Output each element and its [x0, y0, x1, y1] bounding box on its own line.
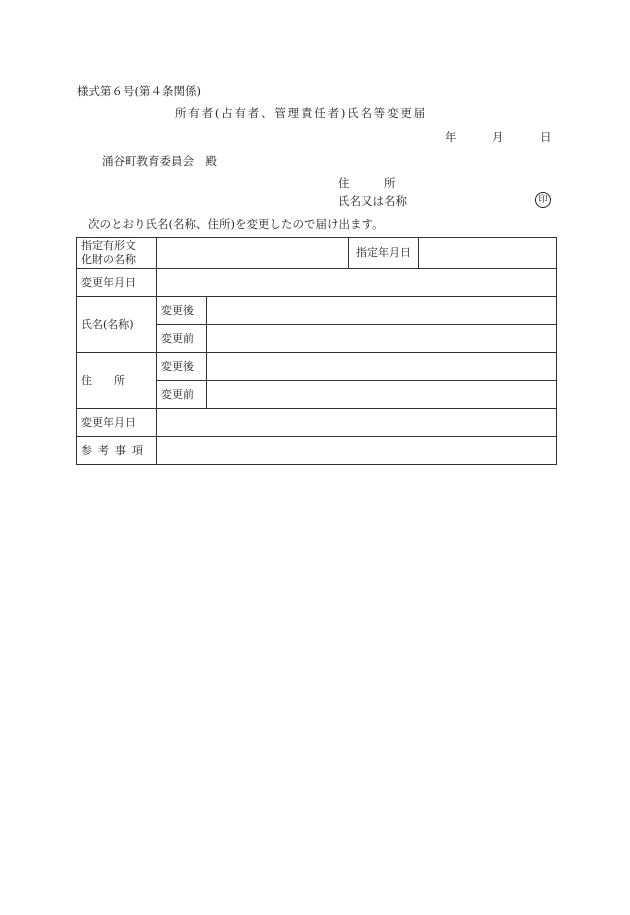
address-after-field[interactable] — [207, 353, 557, 381]
table-row — [77, 297, 557, 325]
name-after-label: 変更後 — [157, 297, 207, 325]
name-before-label: 変更前 — [157, 325, 207, 353]
form-number: 様式第６号(第４条関係) — [77, 84, 201, 98]
change-date-field[interactable] — [157, 269, 557, 297]
seal-mark: 印 — [535, 192, 551, 208]
property-name-label-line1: 指定有形文 — [81, 239, 136, 252]
form-title: 所有者(占有者、管理責任者)氏名等変更届 — [175, 106, 427, 120]
address-before-field[interactable] — [207, 381, 557, 409]
change-date-label-2: 変更年月日 — [77, 409, 157, 437]
applicant-address-label: 住 所 — [338, 176, 396, 190]
table-row — [77, 353, 557, 381]
property-name-field[interactable] — [157, 238, 349, 269]
remarks-label: 参考事項 — [77, 437, 157, 465]
table-row — [77, 409, 557, 437]
statement: 次のとおり氏名(名称、住所)を変更したので届け出ます。 — [88, 217, 384, 231]
designation-date-label: 指定年月日 — [349, 238, 419, 269]
notification-table — [76, 237, 557, 465]
remarks-field[interactable] — [157, 437, 557, 465]
table-row — [77, 269, 557, 297]
name-label: 氏名(名称) — [77, 297, 157, 353]
address-before-label: 変更前 — [157, 381, 207, 409]
table-row — [77, 238, 557, 269]
property-name-label — [77, 238, 157, 269]
property-name-label-line2: 化財の名称 — [81, 253, 136, 266]
address-after-label: 変更後 — [157, 353, 207, 381]
change-date-field-2[interactable] — [157, 409, 557, 437]
address-label: 住 所 — [77, 353, 157, 409]
designation-date-field[interactable] — [419, 238, 557, 269]
name-before-field[interactable] — [207, 325, 557, 353]
table-row — [77, 437, 557, 465]
date-year-label: 年 — [445, 130, 457, 144]
name-after-field[interactable] — [207, 297, 557, 325]
addressee: 涌谷町教育委員会 殿 — [102, 154, 217, 168]
date-month-label: 月 — [492, 130, 504, 144]
applicant-name-label: 氏名又は名称 — [338, 194, 407, 208]
date-day-label: 日 — [540, 130, 552, 144]
change-date-label: 変更年月日 — [77, 269, 157, 297]
